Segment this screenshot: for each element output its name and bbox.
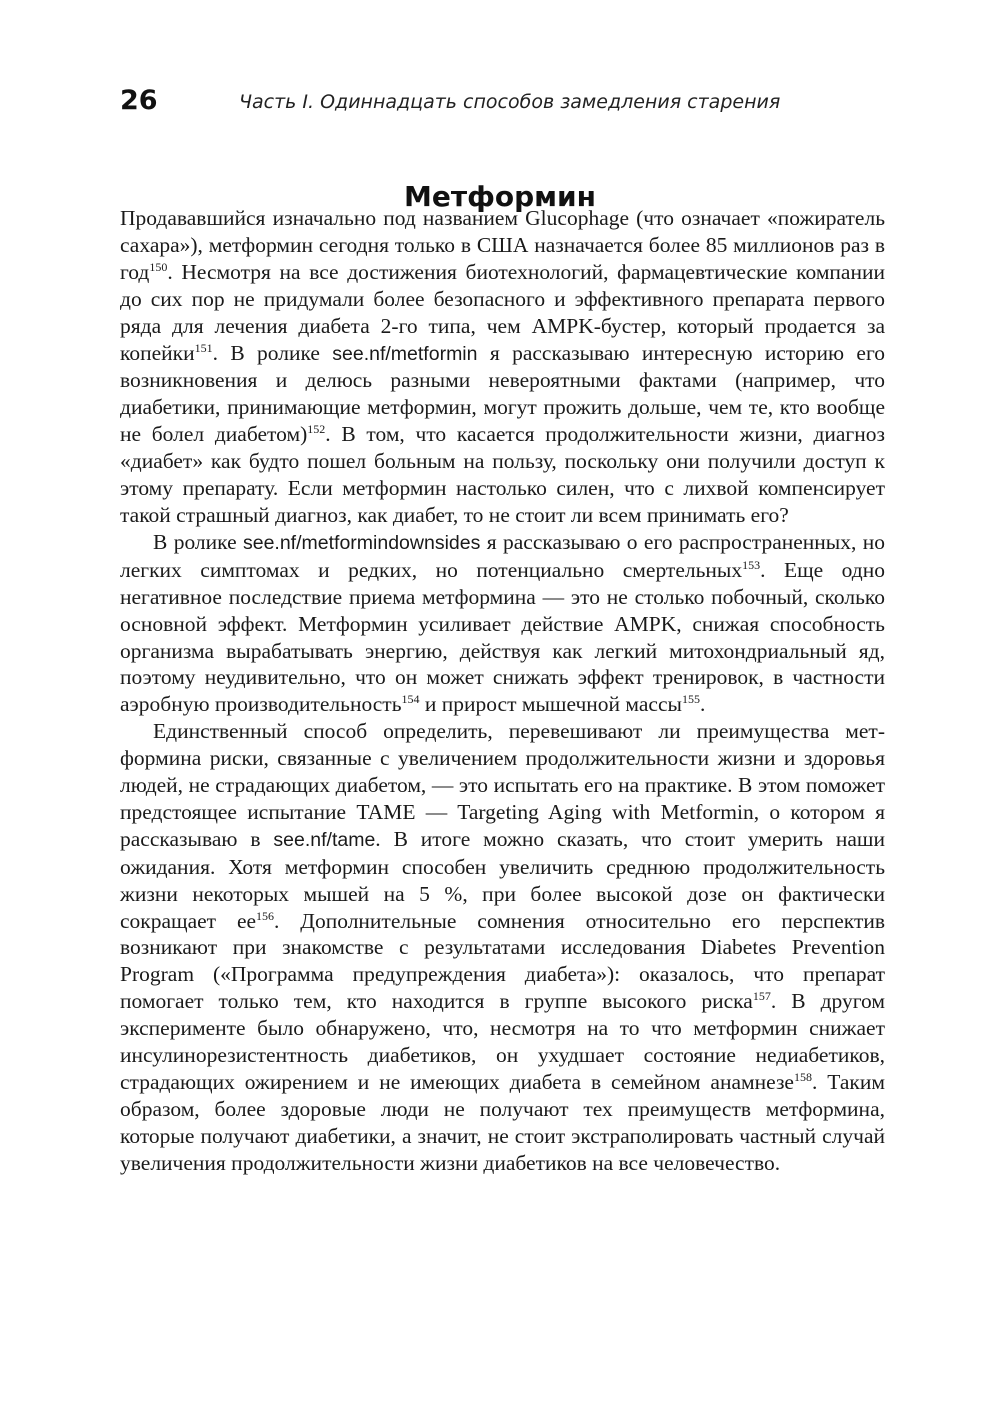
text-run: . В другом эксперименте было обнаружено, что, несмотря на то что метформин снижает инсулинорезистентность диабетиков, он ухудшает состояние недиабетиков, страдающих ожирением и не имеющих диабета в семейном анамнезе bbox=[120, 989, 885, 1094]
footnote-ref[interactable]: 156 bbox=[256, 908, 275, 923]
footnote-ref[interactable]: 150 bbox=[149, 259, 168, 274]
text-run: я рассказываю о его распространенных, но легких симптомах и редких, но потенциально смертельных bbox=[120, 529, 885, 582]
footnote-ref[interactable]: 153 bbox=[742, 557, 761, 572]
text-run: В ролике bbox=[153, 529, 243, 554]
body-text bbox=[120, 205, 885, 1177]
text-run: . Таким образом, более здоровые люди не получают тех преимуществ метформина, которые получают диабетики, а значит, не стоит экстраполировать частный случай увеличения продолжительности жизни диабетиков на все человечество. bbox=[120, 1070, 885, 1175]
footnote-ref[interactable]: 154 bbox=[401, 692, 420, 707]
footnote-ref[interactable]: 151 bbox=[194, 340, 213, 355]
text-run: Единственный способ определить, перевешивают ли преимущества метформина риски, связанные с увеличением продолжительности жизни и здоровья людей, не страдающих диабетом, — это испытать его на практике. В этом поможет предстоящее испытание TAME — Targeting Aging with Metformin, о котором я рассказываю в bbox=[120, 719, 885, 851]
video-link-metformin[interactable]: see.nf/​metformin bbox=[332, 342, 478, 365]
text-run: . В ролике bbox=[212, 340, 333, 365]
footnote-ref[interactable]: 155 bbox=[681, 692, 700, 707]
page-header bbox=[120, 84, 880, 118]
paragraph-3 bbox=[120, 718, 885, 1176]
text-run: . В том, что касается продолжительности жизни, диагноз «диабет» как будто пошел больным на пользу, поскольку они получили доступ к этому препарату. Если метформин настолько силен, что с лихвой компенсирует такой страшный диагноз, как диабет, то не стоит ли всем принимать его? bbox=[120, 422, 886, 527]
text-run: . В итоге можно сказать, что стоит умерить наши ожидания. Хотя метформин способен увеличить среднюю продолжительность жизни некоторых мышей на 5 %, при более высокой дозе он фактически сокращает ее bbox=[120, 826, 885, 933]
text-run: . Несмотря на все достижения биотехнологий, фармацевтические компании до сих пор не придумали более безопасного и эффективного препарата первого ряда для лечения диабета 2-го типа, чем AMPK-бустер, который продается за копейки bbox=[120, 259, 885, 365]
text-run: и прирост мышечной массы bbox=[419, 692, 682, 717]
footnote-ref[interactable]: 158 bbox=[793, 1069, 812, 1084]
text-run: . bbox=[699, 692, 706, 717]
footnote-ref[interactable]: 157 bbox=[752, 989, 771, 1004]
text-run: . Еще одно негативное последствие приема метформина — это не столько побочный, сколько основной эффект. Метформин усиливает действие AMPK, снижая способность организма вырабатывать энергию, действуя как легкий митохондриальный яд, поэтому неудивительно, что он может снижать эффект тренировок, в частности аэробную производительность bbox=[120, 557, 885, 717]
page-number: 26 bbox=[120, 85, 158, 116]
video-link-tame[interactable]: see.nf/tame bbox=[273, 828, 376, 851]
running-head: Часть I. Одиннадцать способов замедления старения bbox=[239, 91, 781, 113]
paragraph-1 bbox=[120, 205, 885, 529]
paragraph-2 bbox=[120, 529, 885, 718]
text-run: . Дополнительные сомнения относительно его перспектив возникают при знакомстве с результатами исследования Diabetes Prevention Program («Программа предупреждения диабета»): оказалось, что препарат помогает только тем, кто находится в группе высокого риска bbox=[120, 908, 885, 1014]
text-run: я рассказываю интересную историю его возникновения и делюсь разными невероятными фактами (например, что диабетики, принимающие метформин, могут прожить дольше, чем те, кто вообще не болел диабетом) bbox=[120, 340, 885, 447]
text-run: Продававшийся изначально под названием Glucophage (что означает «пожиратель сахара»), метформин сегодня только в США назначается более 85 миллионов раз в год bbox=[120, 206, 885, 284]
footnote-ref[interactable]: 152 bbox=[307, 422, 326, 437]
section-title: Метформин bbox=[404, 179, 596, 213]
video-link-metformindownsides[interactable]: see.nf/metformindownsides bbox=[242, 531, 481, 554]
